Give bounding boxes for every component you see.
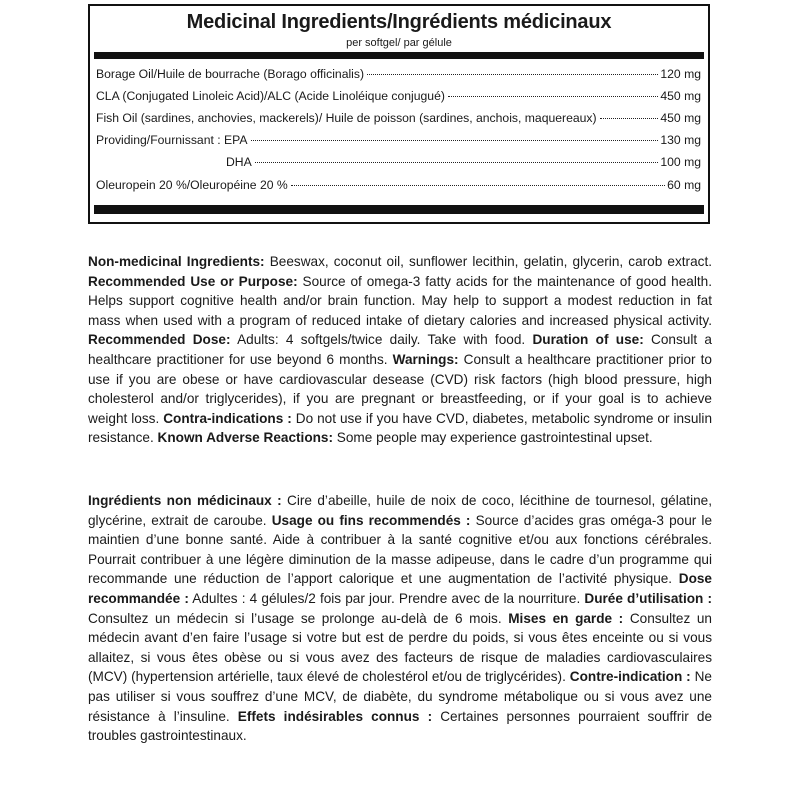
dose-text-fr: Adultes : 4 gélules/2 fois par jour. Prendre avec de la nourriture.: [188, 590, 585, 606]
dot-leader: [251, 140, 659, 141]
english-directions-paragraph: [88, 252, 712, 448]
nmi-text-en: Beeswax, coconut oil, sunflower lecithin, gelatin, glycerin, carob extract.: [264, 254, 712, 269]
contra-text-fr: Ne pas utiliser si vous souffrez d’une MCV, de diabète, du syndrome métabolique ou si vous avez une résistance à l’insuline.: [88, 669, 712, 724]
use-text-en: Source of omega-3 fatty acids for the maintenance of good health. Helps support cognitive health and/or brain function. May help to support a modest reduction in fat mass when used with a program of reduced intake of dietary calories and increased physical activity.: [88, 273, 712, 328]
adverse-label-fr: Effets indésirables connus :: [237, 708, 433, 724]
duration-text-fr: Consultez un médecin si l’usage se prolonge au-delà de 6 mois.: [88, 610, 509, 626]
ingredient-name: Fish Oil (sardines, anchovies, mackerels)/ Huile de poisson (sardines, anchois, maquereaux): [96, 111, 597, 125]
french-directions-paragraph: [88, 491, 712, 746]
ingredient-row-cla: [96, 89, 701, 109]
box-subtitle: per softgel/ par gélule: [346, 37, 452, 49]
bottom-divider-bar: [94, 205, 704, 214]
contra-label-fr: Contre-indication :: [569, 669, 691, 685]
ingredient-name: Oleuropein 20 %/Oleuropéine 20 %: [96, 178, 288, 192]
dot-leader: [367, 74, 658, 75]
ingredient-amount: 450 mg: [660, 111, 701, 125]
warnings-text-fr: Consultez un médecin avant d’en faire l’usage si votre but est de perdre du poids, si vous êtes enceinte ou si vous allaitez, si vous êtes obèse ou si vous avez des facteurs de risque de maladies cardiovasculaires (MCV) (hypertension artérielle, taux élevé de cholestérol et/ou de triglycérides).: [88, 610, 712, 685]
dose-text-en: Adults: 4 softgels/twice daily. Take with food.: [230, 332, 533, 348]
ingredient-name: CLA (Conjugated Linoleic Acid)/ALC (Acide Linoléique conjugué): [96, 89, 445, 103]
dot-leader: [255, 162, 659, 163]
nmi-text-fr: Cire d’abeille, huile de noix de coco, lécithine de tournesol, gélatine, glycérine, extrait de caroube.: [88, 493, 713, 528]
contra-text-en: Do not use if you have CVD, diabetes, metabolic syndrome or insulin resistance.: [88, 410, 713, 446]
top-divider-bar: [94, 52, 704, 59]
warnings-text-en: Consult a healthcare practitioner prior to use if you are obese or have cardiovascular desease (CVD) risk factors (high blood pressure, high cholesterol and/or triglycerides), if you are pregnant or breastfeeding, or if your goal is to achieve weight loss.: [88, 351, 712, 426]
ingredient-row-dha: [96, 155, 701, 175]
box-title: Medicinal Ingredients/Ingrédients médicinaux: [186, 11, 612, 33]
warnings-label-en: Warnings:: [392, 351, 459, 367]
ingredient-row-oleuropein: [96, 178, 701, 198]
duration-label-en: Duration of use:: [532, 332, 644, 348]
ingredient-amount: 450 mg: [660, 89, 701, 103]
duration-text-en: Consult a healthcare practitioner for use beyond 6 months.: [88, 332, 712, 367]
use-label-fr: Usage ou fins recommendés :: [271, 512, 471, 528]
contra-label-en: Contra-indications :: [163, 410, 292, 426]
ingredient-row-epa: [96, 133, 701, 153]
duration-label-fr: Durée d’utilisation :: [584, 590, 713, 606]
adverse-text-en: Some people may experience gastrointestinal upset.: [333, 430, 653, 446]
ingredient-amount: 100 mg: [660, 155, 701, 169]
warnings-label-fr: Mises en garde :: [508, 610, 624, 626]
dose-label-en: Recommended Dose:: [88, 332, 231, 348]
use-text-fr: Source d’acides gras oméga-3 pour le maintien d’une bonne santé. Aide à contribuer à la santé cognitive et/ou aux fonctions cérébrales. Pourrait contribuer à une légère diminution de la masse adipeuse, dans le cadre d’un programme qui recommande une réduction de l’apport calorique et une augmentation de l’activité physique.: [88, 512, 713, 587]
use-label-en: Recommended Use or Purpose:: [88, 273, 298, 289]
adverse-text-fr: Certaines personnes pourraient souffrir de troubles gastrointestinaux.: [88, 708, 713, 744]
adverse-label-en: Known Adverse Reactions:: [157, 430, 334, 446]
dot-leader: [600, 118, 659, 119]
nmi-label-en: Non-medicinal Ingredients:: [88, 254, 265, 269]
ingredient-row-borage: [96, 67, 701, 87]
dot-leader: [448, 96, 658, 97]
nmi-label-fr: Ingrédients non médicinaux :: [88, 493, 282, 508]
dot-leader: [291, 185, 665, 186]
ingredient-amount: 120 mg: [660, 67, 701, 81]
medicinal-ingredients-box: [88, 4, 710, 224]
ingredient-name: DHA: [226, 155, 252, 169]
ingredient-name: Providing/Fournissant : EPA: [96, 133, 248, 147]
ingredient-name: Borage Oil/Huile de bourrache (Borago officinalis): [96, 67, 365, 81]
ingredient-row-fish-oil: [96, 111, 701, 131]
ingredient-amount: 60 mg: [667, 178, 701, 192]
dose-label-fr: Dose recommandée :: [88, 571, 712, 606]
ingredient-amount: 130 mg: [660, 133, 701, 147]
